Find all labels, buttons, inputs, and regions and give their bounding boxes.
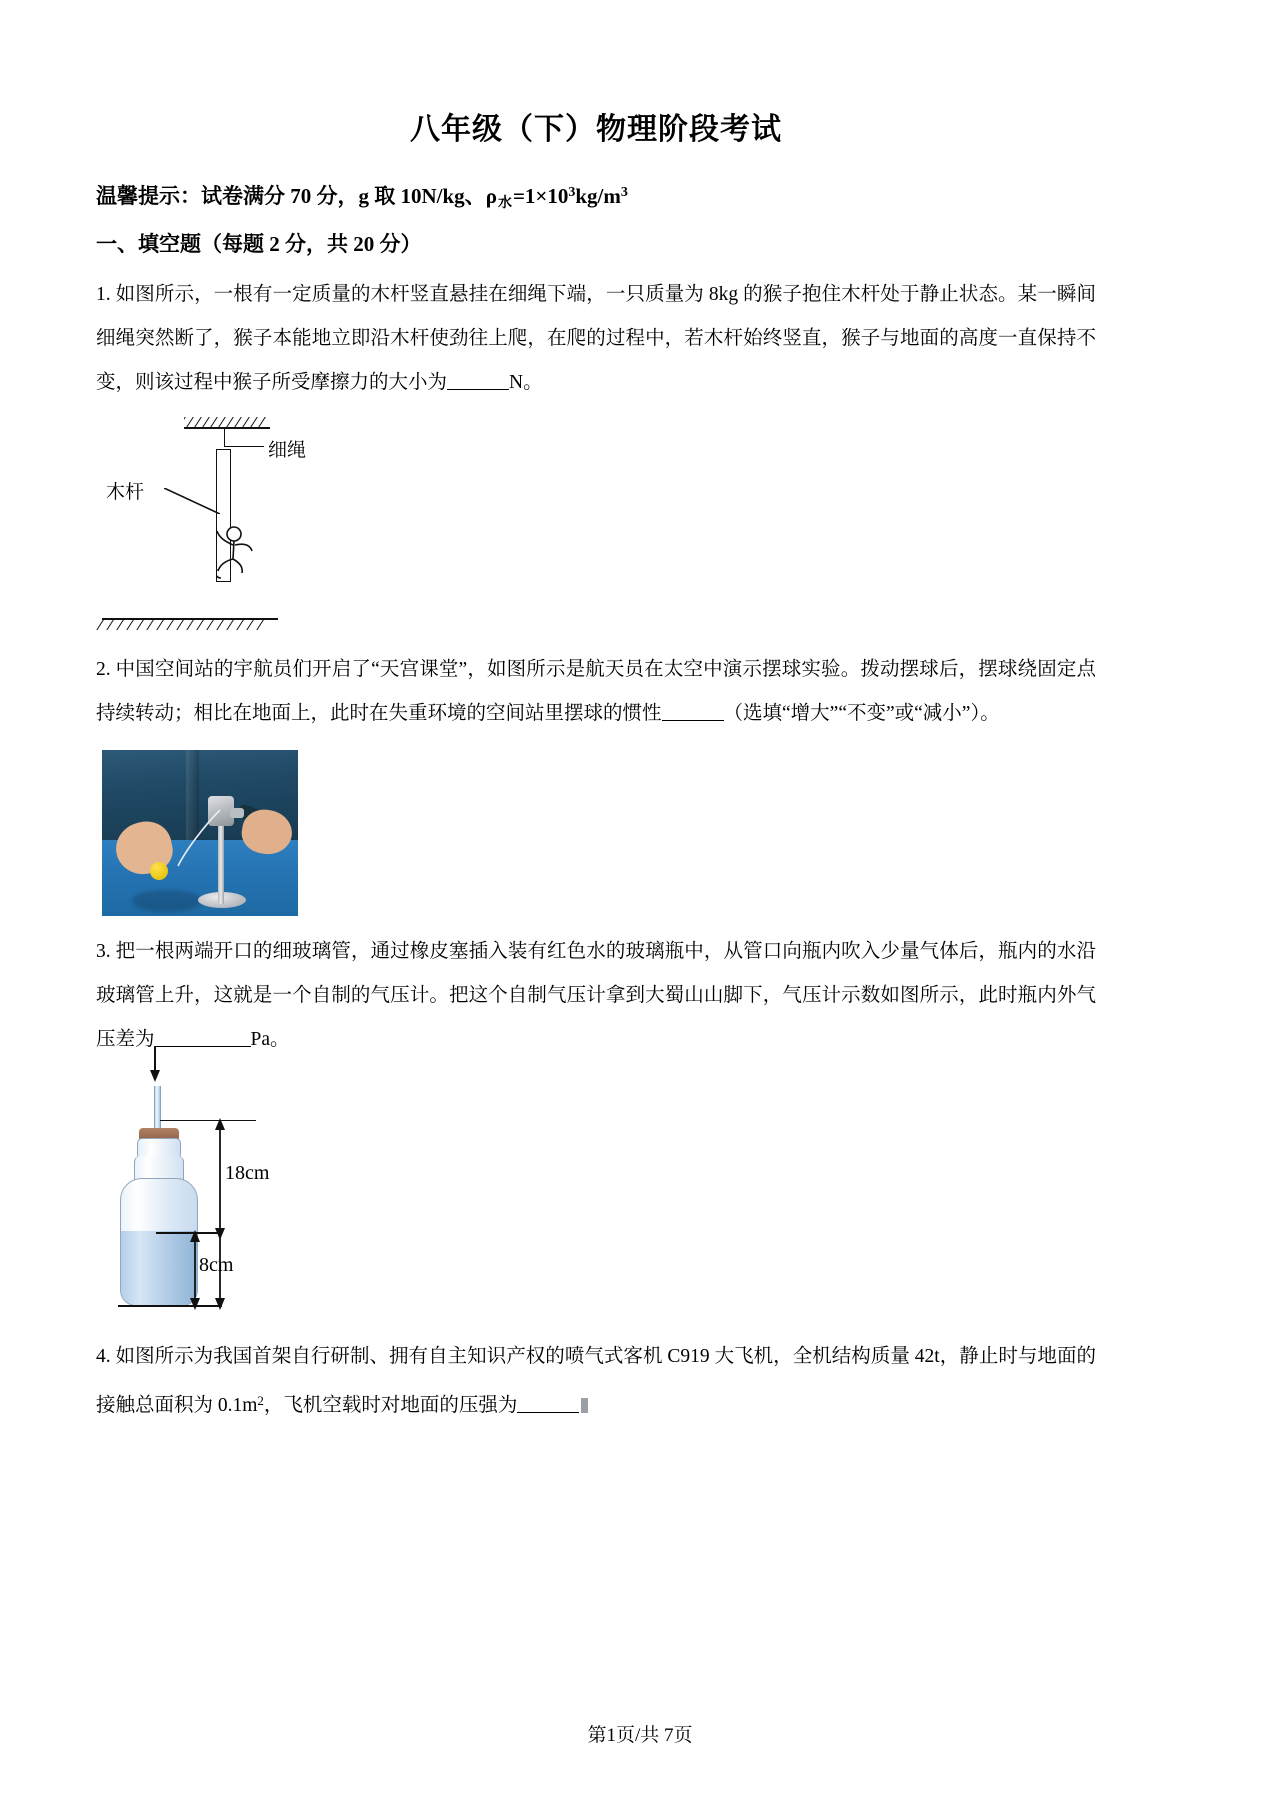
question-3-answer-blank[interactable] [155, 1046, 251, 1047]
pendulum-string [174, 808, 222, 870]
astronaut-pendulum-photo [102, 750, 298, 916]
question-2 [96, 648, 1096, 736]
question-3 [96, 930, 1096, 1062]
text-cursor-icon [581, 1398, 588, 1413]
question-1 [96, 273, 1096, 405]
question-4-text: 如图所示为我国首架自行研制、拥有自主知识产权的喷气式客机 C919 大飞机，全机结构质量 42t，静止时与地面的接触总面积为 0.1m [96, 1345, 1097, 1416]
rho-unit-exponent: 3 [620, 185, 628, 200]
rho-subscript-water: 水 [497, 196, 512, 211]
rho-symbol: ρ [485, 184, 497, 208]
pendulum-ball [150, 862, 168, 880]
hanging-pole-diagram [106, 415, 406, 600]
homemade-barometer-diagram [106, 1078, 406, 1313]
ceiling-line [184, 427, 270, 429]
question-4 [96, 1335, 1096, 1428]
question-4-area-exponent: 2 [257, 1392, 264, 1408]
question-2-number: 2. [96, 658, 111, 680]
rho-value: =1×10 [512, 184, 569, 208]
rope-leader-line [224, 446, 264, 447]
question-4-answer-blank[interactable] [517, 1412, 579, 1413]
exam-tip-line [96, 182, 1096, 214]
dimension-top-reference-line [160, 1120, 256, 1121]
tip-prefix: 温馨提示：试卷满分 70 分，g 取 10N/kg、 [96, 184, 486, 208]
monkey-stick-figure-icon [216, 525, 266, 580]
page-content [96, 0, 1096, 1428]
rope-line [224, 429, 225, 447]
question-2-text: 中国空间站的宇航员们开启了“天宫课堂”，如图所示是航天员在太空中演示摆球实验。拨动摆球后，摆球绕固定点持续转动；相比在地面上，此时在失重环境的空间站里摆球的惯性 [96, 658, 1097, 724]
question-1-answer-blank[interactable] [447, 389, 509, 390]
ground-hatching-icon [102, 618, 278, 634]
question-1-number: 1. [96, 283, 111, 305]
question-4-text-mid: ，飞机空载时对地面的压强为 [263, 1394, 518, 1416]
red-water-in-bottle [121, 1231, 197, 1305]
section-heading-fill-in-blanks: 一、填空题（每题 2 分，共 20 分） [96, 231, 422, 256]
rope-label: 细绳 [268, 439, 307, 461]
pole-label: 木杆 [106, 481, 145, 503]
question-3-text: 把一根两端开口的细玻璃管，通过橡皮塞插入装有红色水的玻璃瓶中，从管口向瓶内吹入少量气体后，瓶内的水沿玻璃管上升，这就是一个自制的气压计。把这个自制气压计拿到大蜀山山脚下，气压计示数如图所示，此时瓶内外气压差为 [96, 940, 1097, 1050]
rho-unit: kg/m [575, 184, 621, 208]
question-2-options-note: （选填“增大”“不变”或“减小”）。 [723, 702, 1000, 724]
dimension-bottom-reference-line [118, 1305, 222, 1307]
question-4-number: 4. [96, 1345, 111, 1367]
pole-leader-line [164, 488, 220, 514]
question-2-answer-blank[interactable] [662, 720, 724, 721]
question-1-unit: N。 [509, 371, 543, 393]
blow-air-arrow-icon [149, 1046, 161, 1082]
page-title: 八年级（下）物理阶段考试 [410, 113, 782, 146]
page-number-label: 第1页/共 7页 [587, 1725, 693, 1746]
photo-shadow [132, 890, 202, 912]
page-footer [0, 1720, 1280, 1747]
question-3-number: 3. [96, 940, 111, 962]
question-1-text: 如图所示，一根有一定质量的木杆竖直悬挂在细绳下端，一只质量为 8kg 的猴子抱住木杆处于静止状态。某一瞬间细绳突然断了，猴子本能地立即沿木杆使劲往上爬，在爬的过程中，若木杆始终竖直，猴子与地面的高度一直保持不变，则该过程中猴子所受摩擦力的大小为 [96, 283, 1097, 393]
clamp-knob [230, 808, 244, 818]
question-3-unit: Pa。 [250, 1028, 290, 1050]
rho-exponent: 3 [568, 185, 576, 200]
dimension-label-8cm: 8cm [199, 1253, 234, 1276]
dimension-label-18cm: 18cm [225, 1161, 270, 1184]
